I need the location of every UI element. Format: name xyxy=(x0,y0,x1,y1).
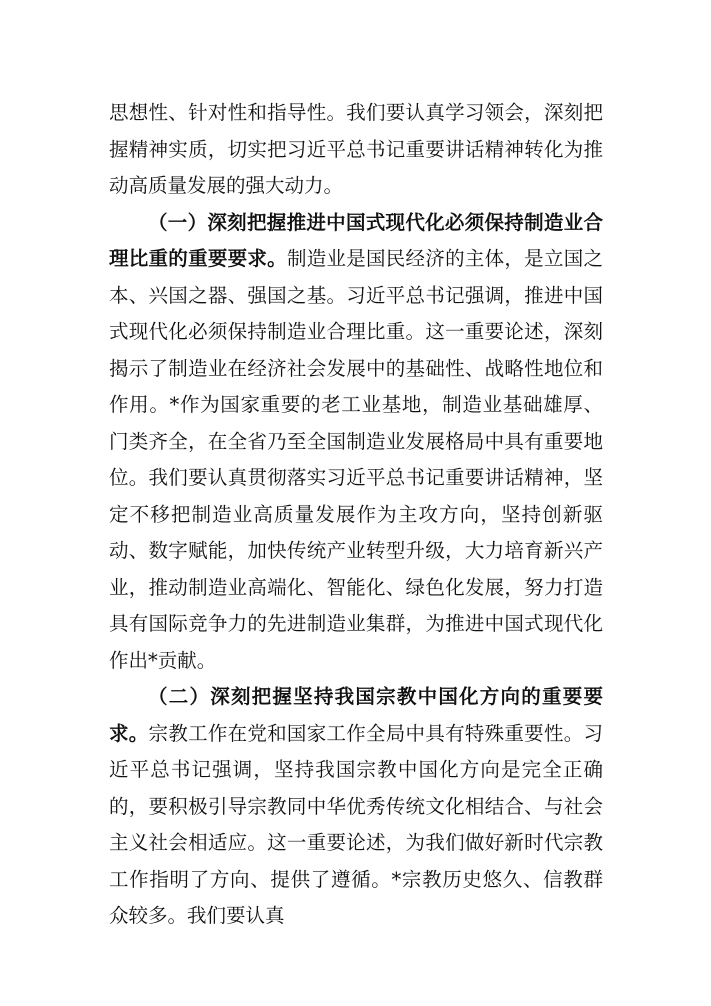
paragraph-section-2 xyxy=(109,679,603,935)
paragraph-text: 思想性、针对性和指导性。我们要认真学习领会，深刻把握精神实质，切实把习近平总书记重要讲话精神转化为推动高质量发展的强大动力。 xyxy=(109,101,603,197)
paragraph-section-1 xyxy=(109,205,603,680)
paragraph-text: 宗教工作在党和国家工作全局中具有特殊重要性。习近平总书记强调，坚持我国宗教中国化方向是完全正确的，要积极引导宗教同中华优秀传统文化相结合、与社会主义社会相适应。这一重要论述，为我们做好新时代宗教工作指明了方向、提供了遵循。*宗教历史悠久、信教群众较多。我们要认真 xyxy=(109,721,603,927)
section-heading-1: （一）深刻把握推进中国式现代化必须保持制造业合理比重的重要要求。 xyxy=(109,210,603,270)
document-body xyxy=(109,95,603,935)
paragraph-text: 制造业是国民经济的主体，是立国之本、兴国之器、强国之基。习近平总书记强调，推进中国式现代化必须保持制造业合理比重。这一重要论述，深刻揭示了制造业在经济社会发展中的基础性、战略性地位和作用。*作为国家重要的老工业基地，制造业基础雄厚、门类齐全，在全省乃至全国制造业发展格局中具有重要地位。我们要认真贯彻落实习近平总书记重要讲话精神，坚定不移把制造业高质量发展作为主攻方向，坚持创新驱动、数字赋能，加快传统产业转型升级，大力培育新兴产业，推动制造业高端化、智能化、绿色化发展，努力打造具有国际竞争力的先进制造业集群，为推进中国式现代化作出*贡献。 xyxy=(109,247,603,672)
paragraph-intro-continuation xyxy=(109,95,603,205)
section-heading-2: （二）深刻把握坚持我国宗教中国化方向的重要要求。 xyxy=(109,685,603,745)
